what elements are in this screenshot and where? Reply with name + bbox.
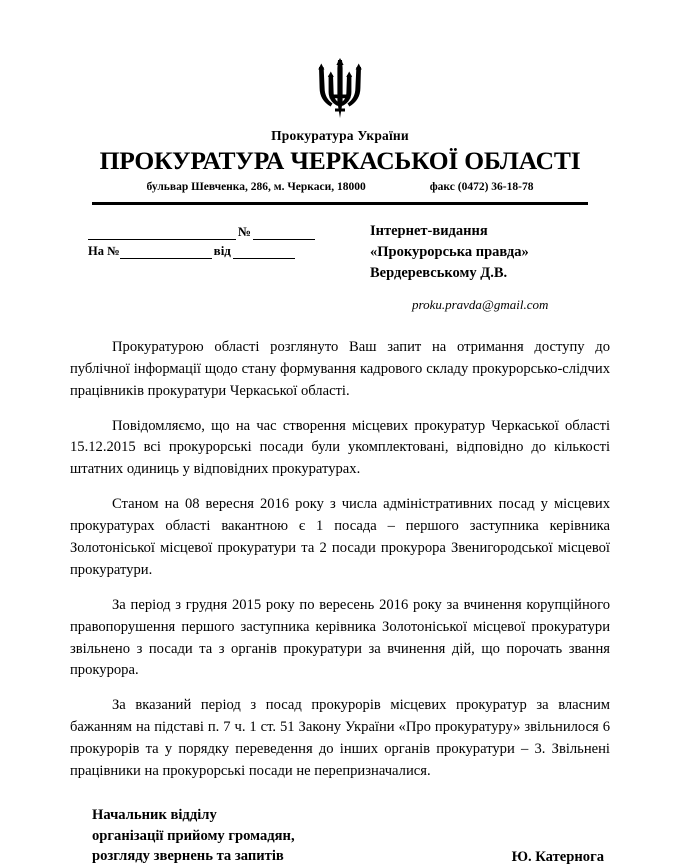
body-paragraph: За період з грудня 2015 року по вересень 2016 року за вчинення корупційного правопорушення першого заступника керівника Золотоніської місцевої прокуратури звільнено з посади та з органів прокуратури за вчинення дій, що порочать звання прокурора. [70, 596, 610, 679]
reference-block [70, 221, 348, 315]
reference-number-row [88, 221, 348, 240]
body-paragraph: Повідомляємо, що на час створення місцевих прокуратур Черкаської області 15.12.2015 всі прокурорські посади були укомплектовані, відповідно до кількості штатних одиниць у відповідних прокуратурах. [70, 417, 610, 478]
incoming-number-row [88, 240, 348, 259]
signer-name: Ю. Катернога [511, 849, 604, 866]
body-paragraph: Прокуратурою області розглянуто Ваш запит на отримання доступу до публічної інформації щодо стану формування кадрового складу прокурорсько-слідчих працівників прокуратури Черкаської області. [70, 338, 610, 399]
incoming-date-label: від [213, 243, 231, 258]
organization-fax: факс (0472) 36-18-78 [429, 181, 534, 193]
reference-number-rule-right [253, 226, 315, 240]
organization-name: Прокуратура України [271, 128, 409, 143]
header-contact-row [70, 181, 610, 193]
reference-number-label: № [238, 224, 252, 239]
header-divider [92, 202, 588, 205]
addressee-block [348, 221, 610, 315]
signer-position-line-3: розгляду звернень та запитів [92, 848, 284, 865]
incoming-date-rule [233, 245, 295, 259]
body-paragraph: Станом на 08 вересня 2016 року з числа адміністративних посад у місцевих прокуратурах області вакантною є 1 посада – першого заступника керівника Золотоніської місцевої прокуратури та 2 посади прокурора Звенигородської місцевої прокуратури. [70, 496, 610, 578]
emblem-container [70, 0, 610, 120]
signer-position-line-2: організації прийому громадян, [92, 827, 295, 844]
body-paragraph: За вказаний період з посад прокурорів місцевих прокуратур за власним бажанням на підставі п. 7 ч. 1 ст. 51 Закону України «Про прокуратуру» звільнилося 6 прокурорів та у порядку переведення до інших органів прокуратури – 3. Звільнені працівники на прокурорські посади не перепризначалися. [70, 697, 610, 780]
incoming-number-rule [120, 245, 212, 259]
addressee-email: proku.pravda@gmail.com [412, 297, 549, 313]
addressee-line-2: «Прокурорська правда» [370, 244, 529, 261]
addressee-line-3: Вердеревському Д.В. [370, 265, 508, 282]
signature-block [70, 805, 610, 867]
reference-number-rule-left [88, 226, 236, 240]
ukraine-trident-emblem-icon [317, 58, 363, 120]
addressee-line-1: Інтернет-видання [370, 223, 488, 239]
signer-position-line-1: Начальник відділу [92, 806, 217, 823]
organization-address: бульвар Шевченка, 286, м. Черкаси, 18000 [146, 181, 366, 193]
page-title: ПРОКУРАТУРА ЧЕРКАСЬКОЇ ОБЛАСТІ [99, 146, 581, 175]
document-body [70, 337, 610, 783]
incoming-number-label: На № [88, 244, 120, 258]
reference-and-addressee [70, 221, 610, 315]
signer-position [70, 805, 295, 867]
